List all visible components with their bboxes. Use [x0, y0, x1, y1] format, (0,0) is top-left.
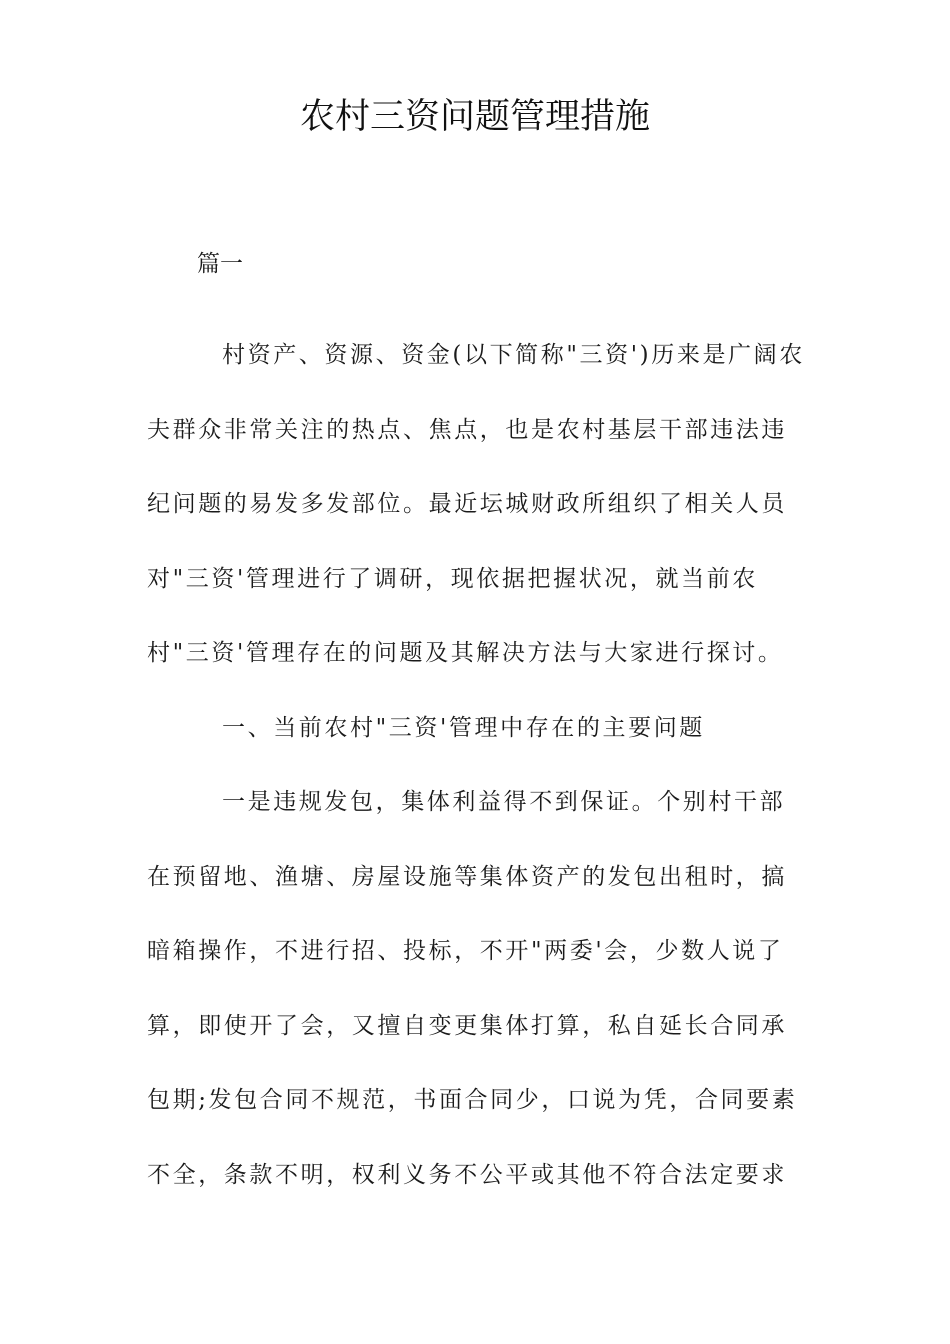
document-body — [147, 318, 807, 1212]
section-label: 篇一 — [197, 251, 243, 277]
intro-paragraph: 村资产、资源、资金(以下简称"三资')历来是广阔农夫群众非常关注的热点、焦点，也是农村基层干部违法违纪问题的易发多发部位。最近坛城财政所组织了相关人员对"三资'管理进行了调研，现依据把握状况，就当前农村"三资'管理存在的问题及其解决方法与大家进行探讨。 — [147, 342, 805, 666]
document-title: 农村三资问题管理措施 — [299, 97, 650, 137]
section-heading: 一、当前农村"三资'管理中存在的主要问题 — [222, 714, 705, 741]
issue-paragraph: 一是违规发包，集体利益得不到保证。个别村干部在预留地、渔塘、房屋设施等集体资产的发包出租时，搞暗箱操作，不进行招、投标，不开"两委'会，少数人说了算，即使开了会，又擅自变更集体打算，私自延长合同承包期;发包合同不规范，书面合同少，口说为凭，合同要素不全，条款不明，权利义务不公平或其他不符合法定要求 — [147, 789, 798, 1188]
